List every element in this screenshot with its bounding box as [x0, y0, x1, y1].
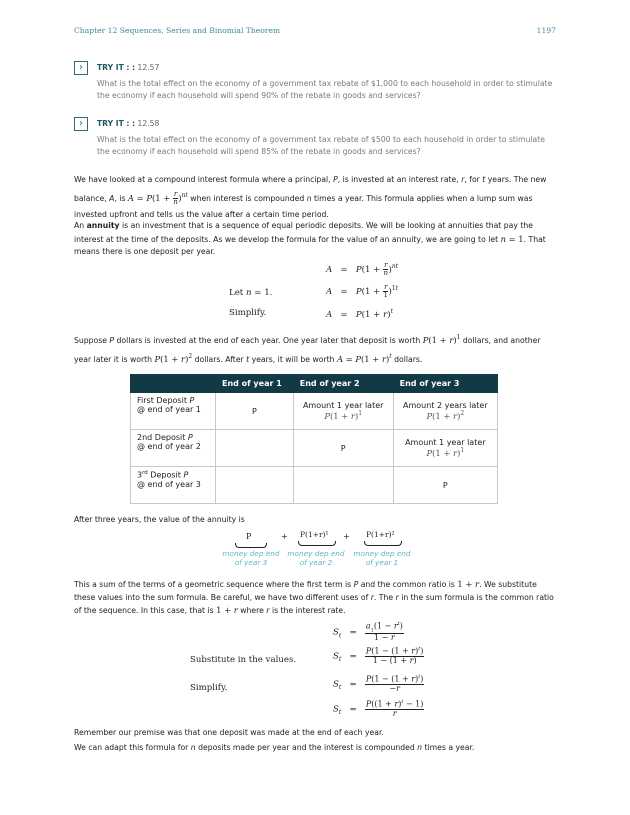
- try-it-label: TRY IT : : 12.58: [97, 119, 160, 128]
- chevron-right-icon[interactable]: ›: [74, 61, 88, 75]
- table-cell: [293, 467, 393, 504]
- table-row: [131, 393, 498, 430]
- table-row: [131, 430, 498, 467]
- annuity-value-paragraph: After three years, the value of the annuity is: [74, 515, 245, 524]
- plus-sign: +: [281, 532, 288, 541]
- table-header-row: [131, 375, 498, 393]
- adapt-formula-paragraph: We can adapt this formula for n deposits made per year and the interest is compounded n times a year.: [74, 743, 475, 752]
- sum-term-3: P(1+r)²: [366, 530, 395, 539]
- formula-line-2: A = P(1 + $\frac{r}{1}$ )$^{1t}$: [326, 283, 399, 299]
- compound-interest-paragraph: We have looked at a compound interest formula where a principal, P, is invested at an interest rate, r, for t years. The new balance, A, is A = P(1 + $\frac{r}{n}$ )$^{nt}$ when interest is compounded n times a year. This formula applies when a lump sum was invested upfront and tells us the value after a certain time period.: [74, 175, 547, 219]
- chapter-title: Chapter 12 Sequences, Series and Binomial Theorem: [74, 26, 281, 35]
- row-label: First Deposit P @ end of year 1: [131, 393, 216, 430]
- caption-end-year-1: money dep end of year 1: [353, 549, 411, 567]
- substitute-label: Substitute in the values.: [190, 655, 297, 665]
- table-cell: Amount 1 year later $P(1 + r)^1$: [293, 393, 393, 430]
- formula-line-3: $A = P(1 + r)^t$: [326, 308, 393, 320]
- underbrace-3: [364, 541, 402, 546]
- caption-end-year-3: money dep end of year 3: [222, 549, 280, 567]
- premise-paragraph: Remember our premise was that one deposit was made at the end of each year.: [74, 728, 384, 737]
- table-cell: P: [293, 430, 393, 467]
- compound-interest-formula: A = P(1 + $\frac{r}{n}$ )$^{nt}$: [127, 189, 188, 206]
- plus-sign: +: [343, 532, 350, 541]
- table-cell: [216, 430, 294, 467]
- table-cell: Amount 1 year later $P(1 + r)^1$: [393, 430, 497, 467]
- annuity-term: annuity: [86, 221, 120, 230]
- sum-formula-line-2: $S_t$ = $\frac{P(1 - (1 + r)^t)}{1 - (1 + r)}$: [333, 646, 424, 665]
- try-it-question: What is the total effect on the economy of a government tax rebate of $500 to each household in order to stimulate the economy if each household will spend 85% of the rebate in goods and services?: [97, 135, 545, 156]
- table-header: [131, 375, 216, 393]
- table-row: [131, 467, 498, 504]
- underbrace-2: [298, 541, 336, 546]
- row-label: 3rd Deposit P @ end of year 3: [131, 467, 216, 504]
- running-header: [74, 26, 556, 38]
- table-cell: Amount 2 years later $P(1 + r)^2$: [393, 393, 497, 430]
- simplify-label-2: Simplify.: [190, 683, 228, 693]
- underbrace-1: [235, 543, 267, 548]
- try-it-question: What is the total effect on the economy of a government tax rebate of $1,000 to each household in order to stimulate the economy if each household will spend 90% of the rebate in goods and services?: [97, 79, 553, 100]
- simplify-label: Simplify.: [229, 308, 267, 318]
- deposit-table: [130, 374, 498, 504]
- page-number: 1197: [536, 26, 556, 35]
- table-header: End of year 2: [293, 375, 393, 393]
- sum-term-2: P(1+r)¹: [300, 530, 329, 539]
- formula-line-1: A = P(1 + $\frac{r}{n}$ )$^{nt}$: [326, 261, 399, 277]
- row-label: 2nd Deposit P @ end of year 2: [131, 430, 216, 467]
- annuity-definition-paragraph: An annuity is an investment that is a sequence of equal periodic deposits. We will be looking at annuities that pay the interest at the time of the deposits. As we develop the formula for the value of an annuity, we are going to let n = 1. That means there is one deposit per year.: [74, 221, 546, 257]
- caption-end-year-2: money dep end of year 2: [287, 549, 345, 567]
- let-n-label: Let n = 1.: [229, 288, 273, 298]
- sum-term-1: P: [246, 532, 252, 541]
- sum-formula-line-3: $S_t$ = $\frac{P(1 - (1 + r)^t)}{-r}$: [333, 674, 424, 693]
- table-cell: P: [393, 467, 497, 504]
- sum-formula-line-1: $S_t$ = $\frac{a_1(1 - r^t)}{1 - r}$: [333, 621, 403, 643]
- table-cell: P: [216, 393, 294, 430]
- table-cell: [216, 467, 294, 504]
- table-header: End of year 3: [393, 375, 497, 393]
- table-header: End of year 1: [216, 375, 294, 393]
- chevron-right-icon[interactable]: ›: [74, 117, 88, 131]
- sum-formula-line-4: $S_t$ = $\frac{P((1 + r)^t - 1)}{r}$: [333, 699, 424, 718]
- deposit-growth-paragraph: Suppose P dollars is invested at the end of each year. One year later that deposit is worth $P(1 + r)^1$ dollars, and another year later it is worth $P(1 + r)^2$ dollars. After t years, it will be worth $A = P(1 + r)^t$ dollars.: [74, 334, 541, 364]
- geometric-sum-paragraph: This a sum of the terms of a geometric sequence where the first term is P and the common ratio is 1 + r. We substitute these values into the sum formula. Be careful, we have two different uses of r. The r in the sum formula is the common ratio of the sequence. In this case, that is 1 + r where r is the interest rate.: [74, 579, 554, 616]
- try-it-label: TRY IT : : 12.57: [97, 63, 160, 72]
